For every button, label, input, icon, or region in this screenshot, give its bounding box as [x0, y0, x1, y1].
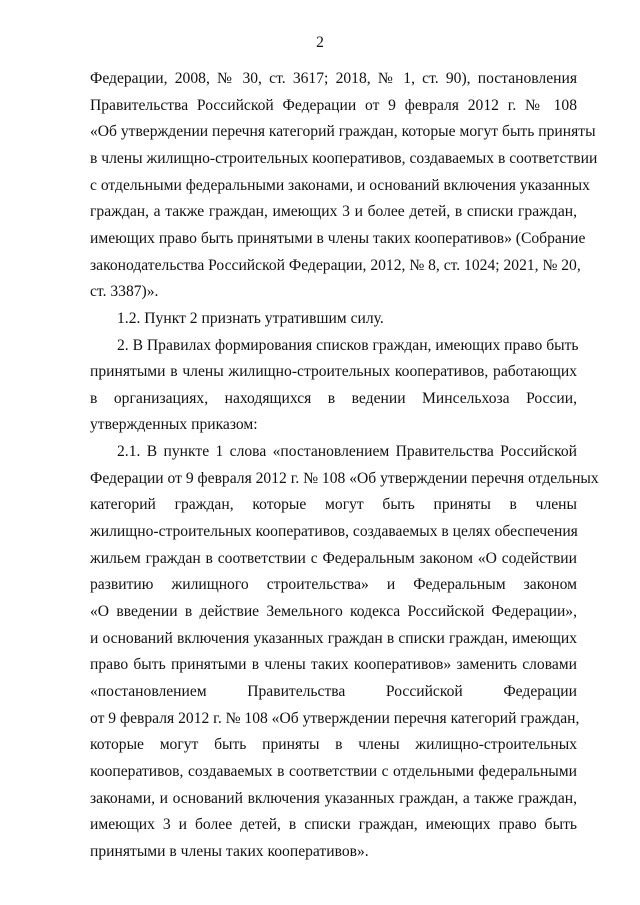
- text-line: «Об утверждении перечня категорий граждан, которые могут быть приняты: [90, 123, 596, 141]
- text-line: ст. 3387)».: [90, 283, 159, 301]
- text-line: 2. В Правилах формирования списков граждан, имеющих право быть: [117, 336, 579, 354]
- text-line: принятыми в члены таких кооперативов».: [90, 842, 369, 860]
- text-line: от 9 февраля 2012 г. № 108 «Об утверждении перечня категорий граждан,: [90, 709, 580, 727]
- text-line: в члены жилищно-строительных кооперативов, создаваемых в соответствии: [90, 149, 598, 167]
- text-line: Федерации от 9 февраля 2012 г. № 108 «Об утверждении перечня отдельных: [90, 469, 599, 487]
- text-line: граждан, а также граждан, имеющих 3 и более детей, в списки граждан,: [90, 203, 577, 221]
- text-line: Федерации, 2008, № 30, ст. 3617; 2018, № 1, ст. 90), постановления: [90, 70, 577, 87]
- text-line: развитию жилищного строительства» и Федеральным законом: [90, 576, 577, 594]
- text-line: жилищно-строительных кооперативов, создаваемых в целях обеспечения: [90, 523, 578, 541]
- text-line: кооперативов, создаваемых в соответствии с отдельными федеральными: [90, 762, 577, 780]
- text-line: и оснований включения указанных граждан в списки граждан, имеющих: [90, 629, 577, 647]
- text-line: законодательства Российской Федерации, 2012, № 8, ст. 1024; 2021, № 20,: [90, 256, 581, 274]
- text-line: утвержденных приказом:: [90, 416, 258, 434]
- text-line: «постановлением Правительства Российской Федерации: [90, 682, 577, 700]
- text-line: право быть принятыми в члены таких кооперативов» заменить словами: [90, 656, 577, 674]
- text-line: которые могут быть приняты в члены жилищно-строительных: [90, 736, 577, 754]
- text-line: жильем граждан в соответствии с Федеральным законом «О содействии: [90, 549, 577, 567]
- page-number: 2: [316, 34, 324, 51]
- text-line: 1.2. Пункт 2 признать утратившим силу.: [117, 309, 384, 327]
- text-line: принятыми в члены жилищно-строительных кооперативов, работающих: [90, 363, 577, 381]
- text-line: имеющих право быть принятыми в члены таких кооперативов» (Собрание: [90, 229, 586, 247]
- text-line: с отдельными федеральными законами, и оснований включения указанных: [90, 176, 590, 194]
- text-line: законами, и оснований включения указанных граждан, а также граждан,: [90, 789, 577, 807]
- text-line: Правительства Российской Федерации от 9 февраля 2012 г. № 108: [90, 96, 577, 114]
- text-line: имеющих 3 и более детей, в списки граждан, имеющих право быть: [90, 816, 577, 834]
- text-line: «О введении в действие Земельного кодекса Российской Федерации»,: [90, 603, 577, 620]
- text-line: в организациях, находящихся в ведении Минсельхоза России,: [90, 389, 577, 407]
- text-line: категорий граждан, которые могут быть приняты в члены: [90, 496, 577, 514]
- text-line: 2.1. В пункте 1 слова «постановлением Правительства Российской: [117, 443, 577, 461]
